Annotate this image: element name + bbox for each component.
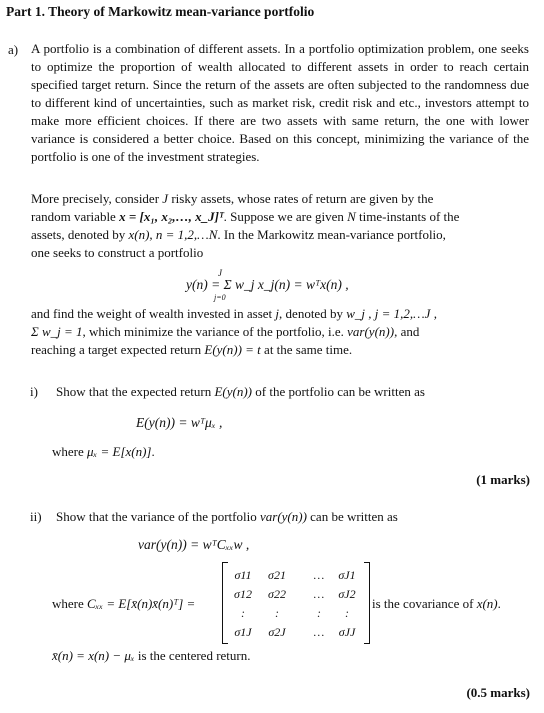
matrix-cell: :: [275, 606, 279, 620]
paragraph-intro-text: A portfolio is a combination of different assets. In a portfolio optimization problem, one seeks to optimize the proportion of wealth allocated to different assets in order to reach certain specified target return. Since the return of the assets are often subjected to the randomness due to different kind of uncertainties, such as market risk, credit risk and etc., investors attempt to make more efficient choices. If there are two assets with same return, the one with lower variance is considered a better choice. Based on this concept, minimizing the variance of the portfolio is one of the investment strategies.: [31, 41, 529, 164]
paragraph-definition: [31, 190, 529, 262]
item-ii-where: where Cₓₓ = E[x̄(n)x̄(n)ᵀ] =: [52, 596, 196, 611]
matrix-cell: σJ1: [338, 568, 356, 582]
sum-upper: J: [218, 268, 222, 278]
item-i-marks: (1 marks): [476, 472, 530, 487]
variance-equation: var(y(n)) = wᵀCₓₓw ,: [138, 537, 250, 552]
covariance-text: is the covariance of x(n).: [372, 596, 501, 611]
p2-line3: assets, denoted by x(n), n = 1,2,…N. In the Markowitz mean-variance portfolio,: [31, 227, 446, 242]
matrix-cell: σJ2: [338, 587, 356, 601]
matrix-cell: σ2J: [268, 625, 286, 639]
target-return-eq: E(y(n)) = t: [204, 342, 261, 357]
matrix-cell: :: [241, 606, 245, 620]
symbol-J: J: [162, 191, 169, 206]
centered-return-eq: x̄(n) = x(n) − μₓ: [52, 648, 135, 663]
matrix-cell: …: [313, 625, 325, 639]
symbol-N: N: [347, 209, 356, 224]
item-i-where: where μₓ = E[x(n)].: [52, 444, 155, 459]
matrix-cell: σ22: [268, 587, 286, 601]
matrix-cell: …: [313, 568, 325, 582]
x-n: x(n), n = 1,2,…N: [128, 227, 218, 242]
covariance-matrix: [222, 562, 370, 642]
page-title: Part 1. Theory of Markowitz mean-variance portfolio: [6, 4, 315, 19]
matrix-cell: :: [317, 606, 321, 620]
matrix-cell: σ21: [268, 568, 286, 582]
portfolio-equation: y(n) = Σ w_j x_j(n) = wᵀx(n) ,: [186, 277, 349, 292]
sum-weights-eq: Σ w_j = 1: [31, 324, 83, 339]
item-ii-marks: (0.5 marks): [466, 685, 530, 700]
matrix-cell: σ1J: [234, 625, 252, 639]
item-ii-text: Show that the variance of the portfolio var(y(n)) can be written as: [56, 509, 398, 524]
matrix-cell: :: [345, 606, 349, 620]
centered-return: x̄(n) = x(n) − μₓ is the centered return.: [52, 648, 251, 663]
p3-line1: and find the weight of wealth invested in asset j, denoted by w_j , j = 1,2,…J ,: [31, 306, 437, 321]
weights-eq: w_j , j = 1,2,…J ,: [346, 306, 437, 321]
expected-return-equation: E(y(n)) = wᵀμₓ ,: [136, 415, 223, 430]
paragraph-weights: [31, 305, 529, 359]
part-a-marker: a): [8, 42, 19, 57]
p3-line3: reaching a target expected return E(y(n)) = t at the same time.: [31, 342, 353, 357]
matrix-cell: σ11: [234, 568, 252, 582]
p2-line1: More precisely, consider J risky assets, whose rates of return are given by the: [31, 191, 434, 206]
x-vector: x = [x₁, x₂,…, x_J]ᵀ: [119, 209, 224, 224]
item-i-text: Show that the expected return E(y(n)) of the portfolio can be written as: [56, 384, 425, 399]
item-i-label: i): [30, 384, 38, 399]
sum-lower: j=0: [214, 293, 226, 302]
matrix-cell: σ12: [234, 587, 252, 601]
p2-line2: random variable x = [x₁, x₂,…, x_J]ᵀ. Suppose we are given N time-instants of the: [31, 209, 460, 224]
covariance-definition: Cₓₓ = E[x̄(n)x̄(n)ᵀ] =: [87, 596, 196, 611]
matrix-cell: …: [313, 587, 325, 601]
item-ii-label: ii): [30, 509, 42, 524]
paragraph-intro: [31, 40, 529, 166]
matrix-right-bracket: [364, 562, 370, 644]
p2-line4: one seeks to construct a portfolio: [31, 245, 204, 260]
matrix-cell: σJJ: [338, 625, 356, 639]
p3-line2: Σ w_j = 1, which minimize the variance of the portfolio, i.e. var(y(n)), and: [31, 324, 420, 339]
